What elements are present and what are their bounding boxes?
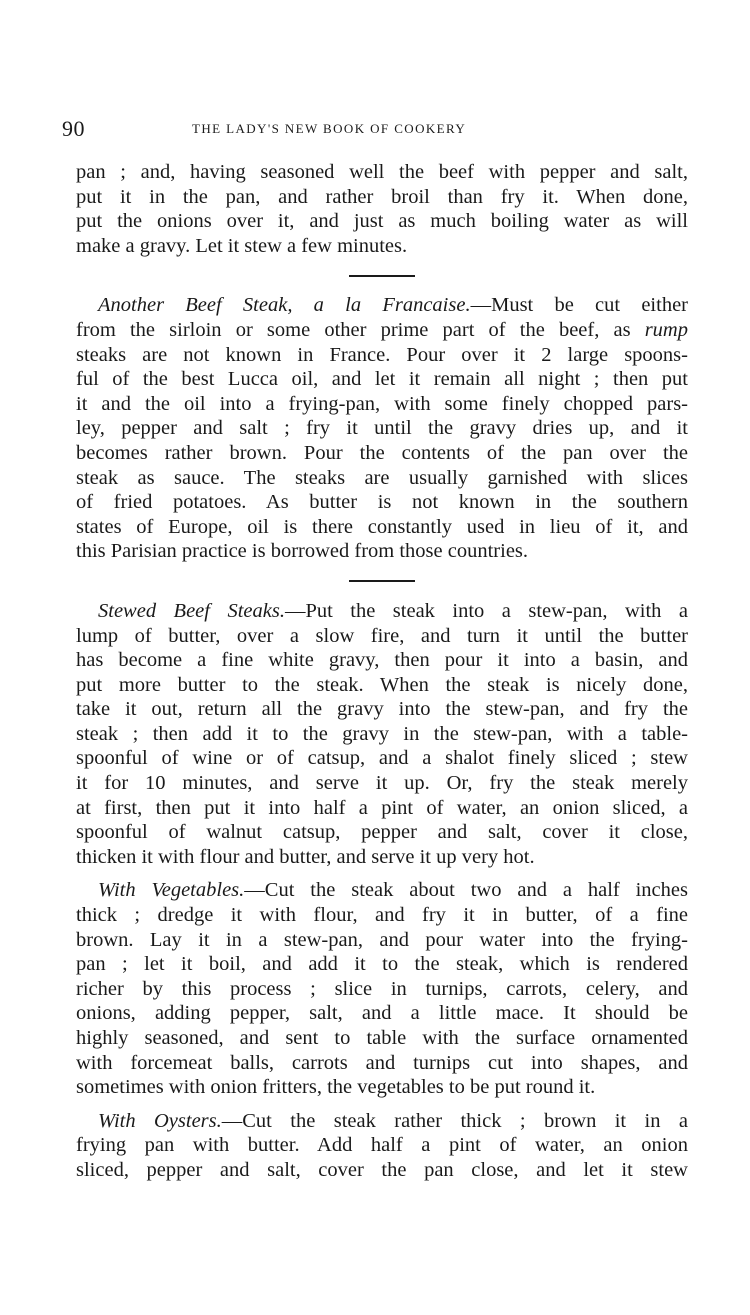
recipe-title: Stewed Beef Steaks. xyxy=(98,599,285,622)
text-line: put more butter to the steak. When the steak is nicely done, xyxy=(76,673,688,696)
recipe-first-line-text: —Put the steak into a stew-pan, with a xyxy=(284,599,688,622)
text-line: it and the oil into a frying-pan, with some finely chopped pars- xyxy=(76,392,688,415)
text-line: frying pan with butter. Add half a pint of water, an onion xyxy=(76,1134,688,1157)
text-line: steak ; then add it to the gravy in the stew-pan, with a table- xyxy=(76,722,688,745)
recipe-first-line-text: —Must be cut either xyxy=(470,294,689,317)
text-line: ley, pepper and salt ; fry it until the gravy dries up, and it xyxy=(76,417,688,440)
text-line: put it in the pan, and rather broil than fry it. When done, xyxy=(76,185,688,208)
recipe-title: With Vegetables. xyxy=(98,879,245,902)
recipe-first-line xyxy=(76,599,688,624)
running-head: THE LADY'S NEW BOOK OF COOKERY xyxy=(192,121,467,136)
text-line: onions, adding pepper, salt, and a little mace. It should be xyxy=(76,1002,688,1025)
recipe-first-line xyxy=(76,293,688,318)
page-body xyxy=(76,160,688,1183)
text-line: ful of the best Lucca oil, and let it remain all night ; then put xyxy=(76,368,688,391)
text-line: pan ; let it boil, and add it to the steak, which is rendered xyxy=(76,953,688,976)
recipe-first-line-text: —Cut the steak rather thick ; brown it in a xyxy=(221,1109,688,1132)
continuation-paragraph xyxy=(76,160,688,258)
text-line: take it out, return all the gravy into the stew-pan, and fry the xyxy=(76,698,688,721)
text-line: sliced, pepper and salt, cover the pan close, and let it stew xyxy=(76,1158,688,1181)
recipe-title: Another Beef Steak, a la Francaise. xyxy=(98,294,471,317)
text-line: sometimes with onion fritters, the vegetables to be put round it. xyxy=(76,1076,596,1099)
text-line: steaks are not known in France. Pour over it 2 large spoons- xyxy=(76,343,688,366)
page-number: 90 xyxy=(62,116,85,141)
text-line: richer by this process ; slice in turnips, carrots, celery, and xyxy=(76,977,688,1000)
text-line: spoonful of walnut catsup, pepper and salt, cover it close, xyxy=(76,821,688,844)
recipe-stewed xyxy=(76,599,688,870)
page-header xyxy=(62,116,692,146)
text-line: make a gravy. Let it stew a few minutes. xyxy=(76,234,408,257)
text-line-segment: from the sirloin or some other prime part of the beef, as xyxy=(76,318,631,341)
section-divider xyxy=(76,258,688,293)
text-line: highly seasoned, and sent to table with the surface ornamented xyxy=(76,1027,688,1049)
text-line: steak as sauce. The steaks are usually garnished with slices xyxy=(76,466,688,489)
text-line: of fried potatoes. As butter is not known in the southern xyxy=(76,491,688,514)
text-line: lump of butter, over a slow fire, and turn it until the butter xyxy=(76,624,688,647)
text-line: at first, then put it into half a pint of water, an onion sliced, a xyxy=(76,796,688,819)
text-line: states of Europe, oil is there constantly used in lieu of it, and xyxy=(76,515,688,538)
section-divider xyxy=(76,564,688,599)
italic-word: rump xyxy=(644,318,688,341)
text-line: pan ; and, having seasoned well the beef with pepper and salt, xyxy=(76,161,688,183)
text-line: with forcemeat balls, carrots and turnips cut into shapes, and xyxy=(76,1051,688,1074)
recipe-first-line xyxy=(76,878,688,903)
text-line: becomes rather brown. Pour the contents of the pan over the xyxy=(76,441,688,464)
text-line: has become a fine white gravy, then pour it into a basin, and xyxy=(76,649,688,672)
text-line xyxy=(76,318,688,343)
text-line: spoonful of wine or of catsup, and a shalot finely sliced ; stew xyxy=(76,747,688,770)
recipe-title: With Oysters. xyxy=(98,1109,222,1132)
text-line: thicken it with flour and butter, and serve it up very hot. xyxy=(76,845,535,868)
text-line: brown. Lay it in a stew-pan, and pour water into the frying- xyxy=(76,928,688,951)
recipe-oysters xyxy=(76,1109,688,1183)
text-line: put the onions over it, and just as much boiling water as will xyxy=(76,210,688,233)
text-line: thick ; dredge it with flour, and fry it in butter, of a fine xyxy=(76,904,688,927)
text-line: it for 10 minutes, and serve it up. Or, fry the steak merely xyxy=(76,772,688,795)
text-line: this Parisian practice is borrowed from those countries. xyxy=(76,540,529,563)
recipe-vegetables xyxy=(76,878,688,1099)
recipe-francaise xyxy=(76,293,688,564)
recipe-first-line xyxy=(76,1109,688,1134)
recipe-first-line-text: —Cut the steak about two and a half inches xyxy=(244,879,688,902)
